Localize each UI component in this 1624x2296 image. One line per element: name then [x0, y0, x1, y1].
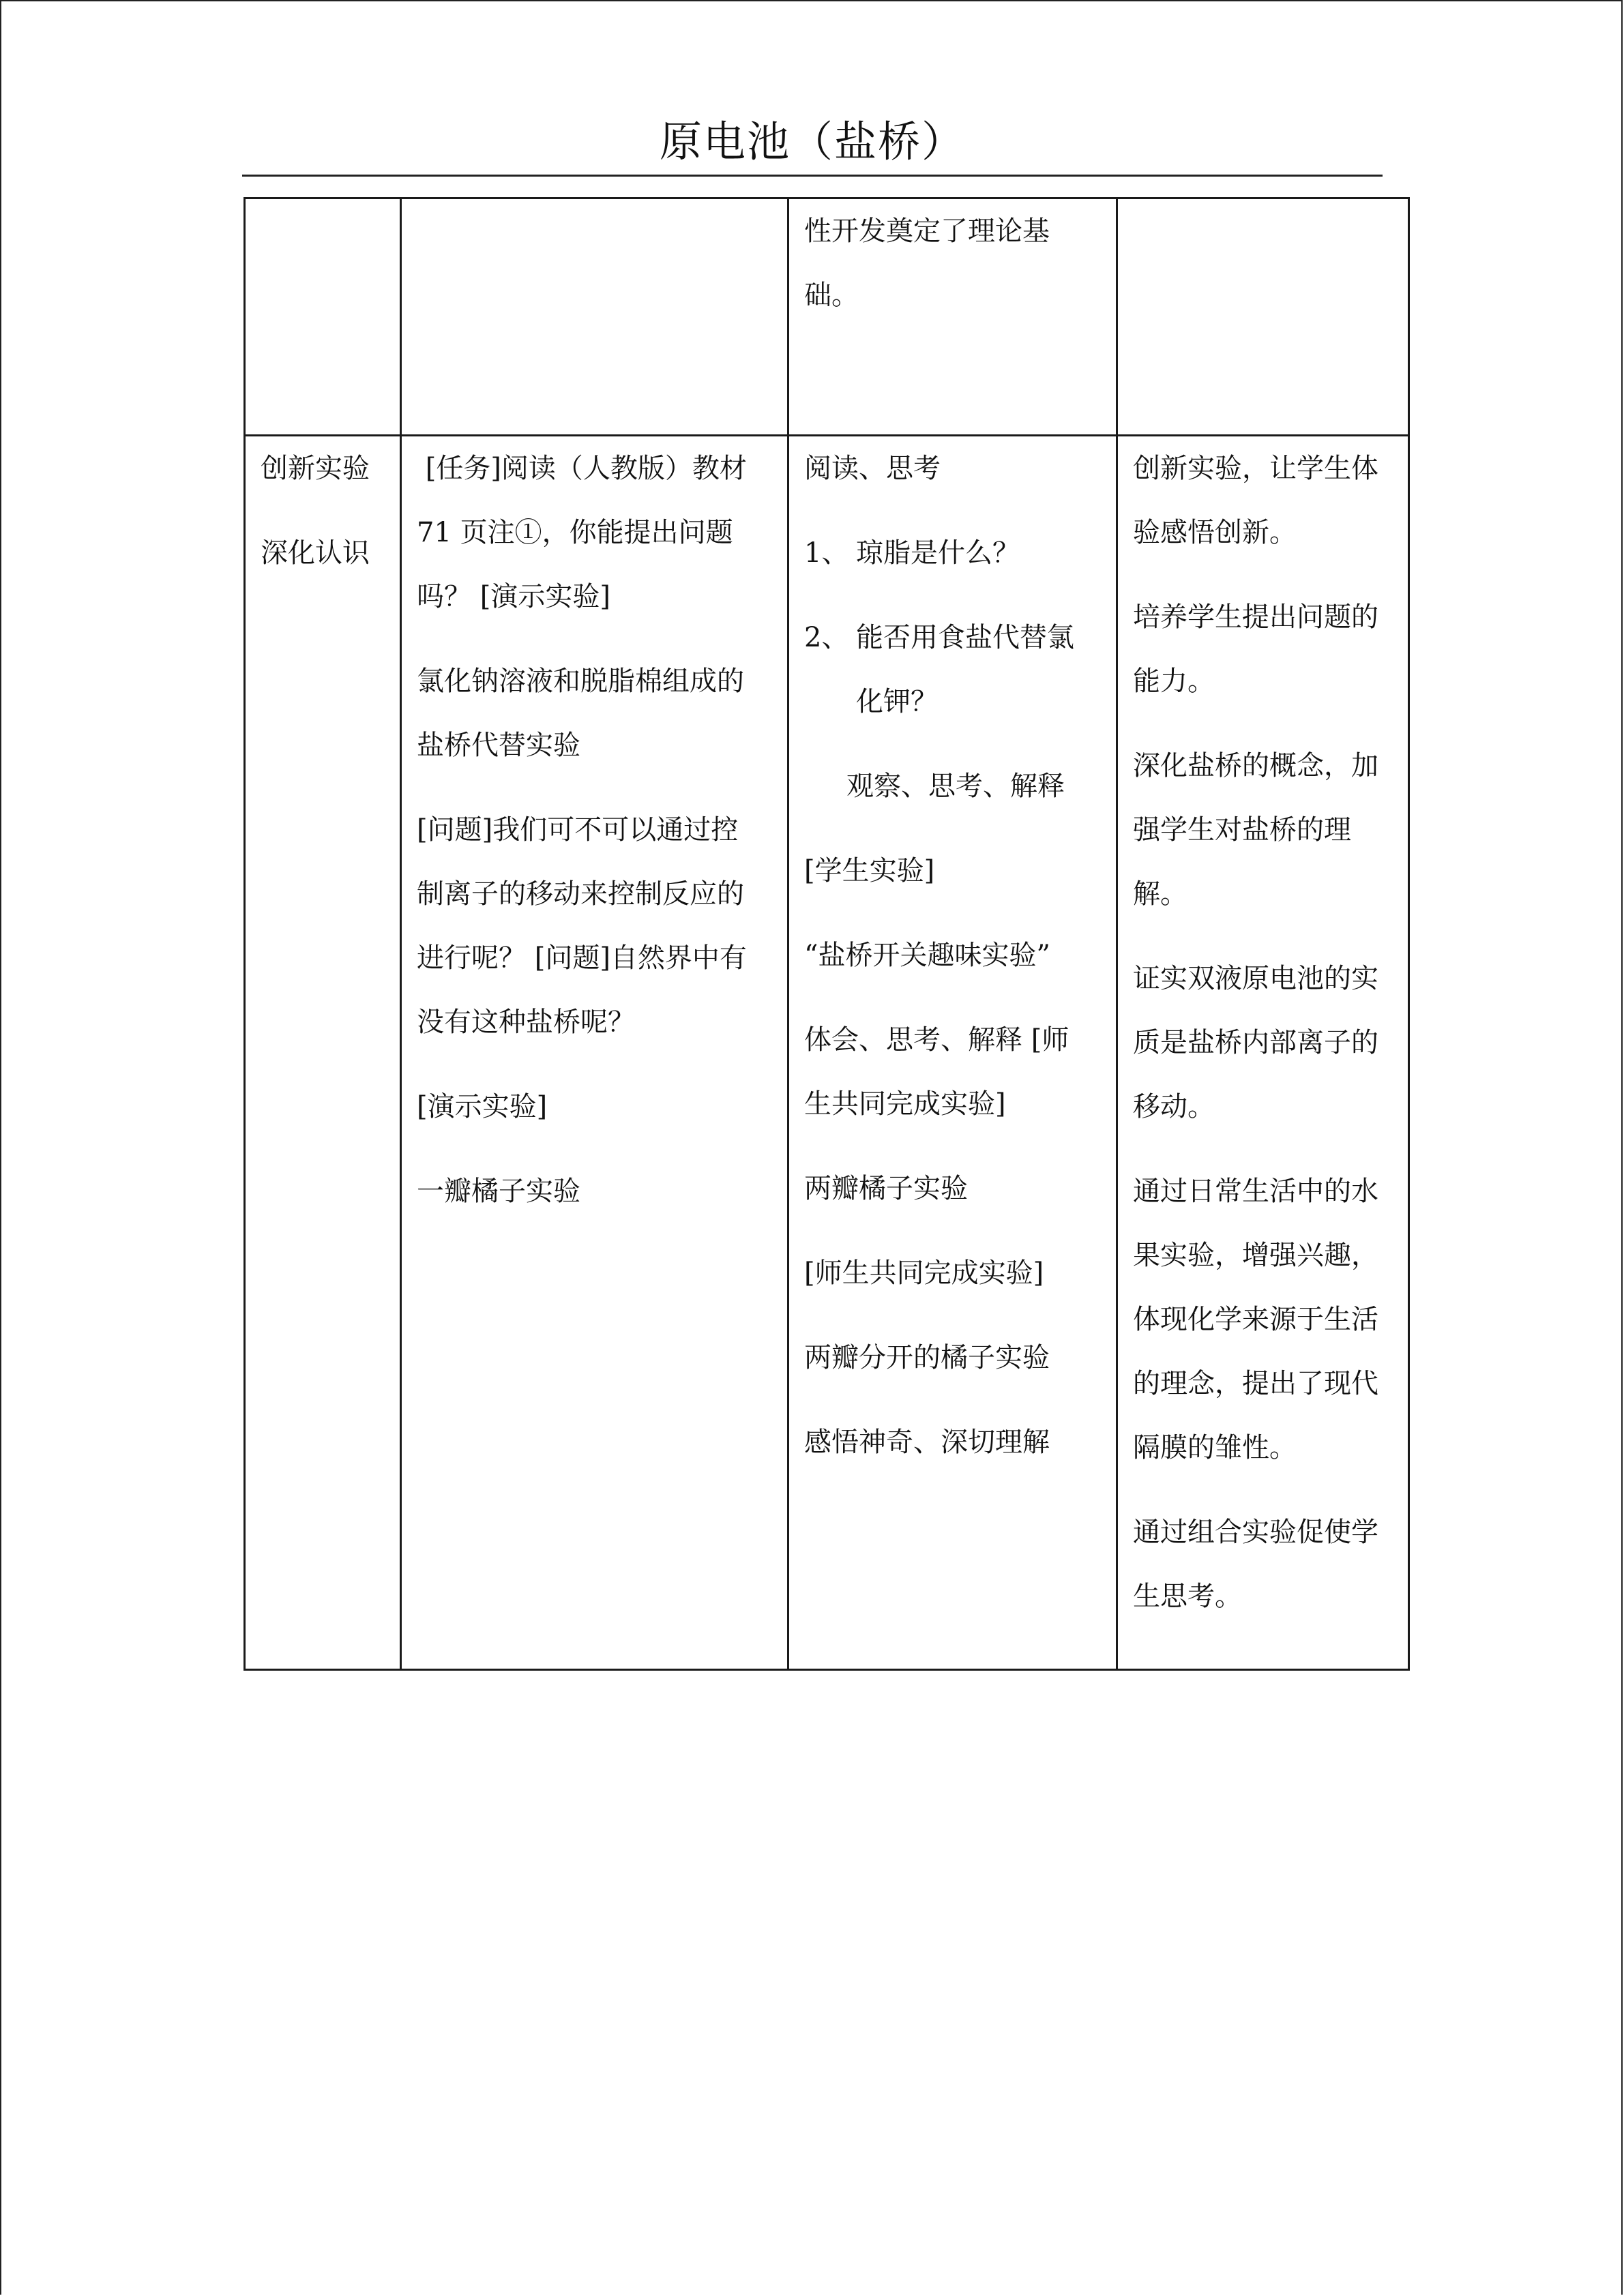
cell-text-line: 移动。 — [1133, 1091, 1215, 1122]
stage-label: 创新实验 — [261, 453, 370, 484]
cell-text-line: [师生共同完成实验] — [804, 1257, 1044, 1289]
list-item — [804, 521, 1101, 585]
student-activity-cell — [788, 436, 1117, 1670]
teacher-activity-cell — [401, 198, 788, 436]
cell-text-line: 强学生对盐桥的理 — [1133, 814, 1351, 846]
paragraph-gap — [1133, 926, 1393, 946]
header-rule — [242, 175, 1383, 177]
cell-text-line: [学生实验] — [804, 855, 935, 886]
paragraph-gap — [804, 1221, 1101, 1241]
design-intent-cell — [1117, 436, 1409, 1670]
teacher-activity-cell — [401, 436, 788, 1670]
cell-text-line: 71 页注①，你能提出问题 — [417, 517, 733, 548]
cell-text-line: 果实验，增强兴趣， — [1133, 1240, 1378, 1271]
paragraph-gap — [804, 903, 1101, 923]
student-activity-cell — [788, 198, 1117, 436]
cell-text-line: 性开发奠定了理论基 — [804, 215, 1050, 247]
paragraph-gap — [804, 987, 1101, 1008]
list-number: 1、 — [804, 537, 849, 569]
table-row — [245, 198, 1409, 436]
paragraph-gap — [1133, 565, 1393, 585]
cell-text-line: 通过组合实验促使学 — [1133, 1517, 1378, 1548]
cell-text-line: 制离子的移动来控制反应的 — [417, 878, 744, 910]
cell-text-line: 没有这种盐桥呢？ — [417, 1007, 635, 1038]
paragraph-gap — [804, 1305, 1101, 1326]
cell-text-line: 质是盐桥内部离子的 — [1133, 1027, 1378, 1058]
cell-text-line: 感悟神奇、深切理解 — [804, 1427, 1050, 1458]
cell-text-line: 深化盐桥的概念，加 — [1133, 750, 1378, 781]
list-number: 2、 — [804, 622, 849, 653]
cell-text-line: 生共同完成实验] — [804, 1088, 1006, 1120]
paragraph-gap — [417, 777, 772, 798]
paragraph-gap — [417, 1054, 772, 1075]
list-text: 能否用食盐代替氯 — [856, 622, 1074, 653]
cell-text-line: 生思考。 — [1133, 1581, 1242, 1612]
page-title: 原电池（盐桥） — [659, 117, 965, 166]
cell-text-line: [演示实验] — [417, 1091, 548, 1122]
cell-text-line: 体现化学来源于生活 — [1133, 1304, 1378, 1335]
stage-label: 深化认识 — [261, 537, 370, 569]
cell-text-line: 础。 — [804, 280, 859, 311]
cell-text-line: 观察、思考、解释 — [846, 771, 1065, 802]
paragraph-gap — [804, 501, 1101, 521]
design-intent-cell — [1117, 198, 1409, 436]
paragraph-gap — [417, 1139, 772, 1159]
cell-text-line: 阅读、思考 — [804, 453, 941, 484]
list-text: 琼脂是什么？ — [856, 537, 1020, 569]
cell-text-line: 验感悟创新。 — [1133, 517, 1297, 548]
stage-cell — [245, 436, 401, 1670]
cell-text-line: 氯化钠溶液和脱脂棉组成的 — [417, 666, 744, 697]
table-row — [245, 436, 1409, 1670]
paragraph-gap — [417, 629, 772, 649]
cell-text-line: 两瓣橘子实验 — [804, 1173, 968, 1204]
paragraph-gap — [1133, 1480, 1393, 1500]
cell-text-line: 两瓣分开的橘子实验 — [804, 1342, 1050, 1373]
stage-cell — [245, 198, 401, 436]
cell-text-line: 吗？ [演示实验] — [417, 581, 610, 612]
cell-text-line: [任务]阅读（人教版）教材 — [417, 453, 747, 484]
cell-text-line: 盐桥代替实验 — [417, 730, 580, 761]
paragraph-gap — [1133, 1139, 1393, 1159]
cell-text-line: 培养学生提出问题的 — [1133, 601, 1378, 633]
cell-text-line: 体会、思考、解释 [师 — [804, 1024, 1069, 1056]
paragraph-gap — [1133, 713, 1393, 734]
cell-text-line: 解。 — [1133, 878, 1187, 910]
cell-text-line: “盐桥开关趣味实验” — [804, 940, 1050, 971]
cell-text-line: 一瓣橘子实验 — [417, 1176, 580, 1207]
cell-text-line: 证实双液原电池的实 — [1133, 963, 1378, 994]
cell-text-line: [问题]我们可不可以通过控 — [417, 814, 739, 846]
cell-text-line: 通过日常生活中的水 — [1133, 1176, 1378, 1207]
cell-text-line: 进行呢？ [问题]自然界中有 — [417, 942, 747, 974]
cell-text-line: 化钾？ — [856, 686, 938, 717]
cell-text-line: 能力。 — [1133, 666, 1215, 697]
list-item — [804, 606, 1101, 670]
paragraph-gap — [804, 1136, 1101, 1157]
cell-text-line: 隔膜的雏性。 — [1133, 1432, 1297, 1463]
paragraph-gap — [804, 734, 1101, 754]
paragraph-gap — [804, 585, 1101, 606]
lesson-plan-table — [243, 197, 1410, 1671]
cell-text-line: 的理念，提出了现代 — [1133, 1368, 1378, 1399]
cell-text-line: 创新实验，让学生体 — [1133, 453, 1378, 484]
paragraph-gap — [804, 1390, 1101, 1410]
paragraph-gap — [804, 818, 1101, 839]
